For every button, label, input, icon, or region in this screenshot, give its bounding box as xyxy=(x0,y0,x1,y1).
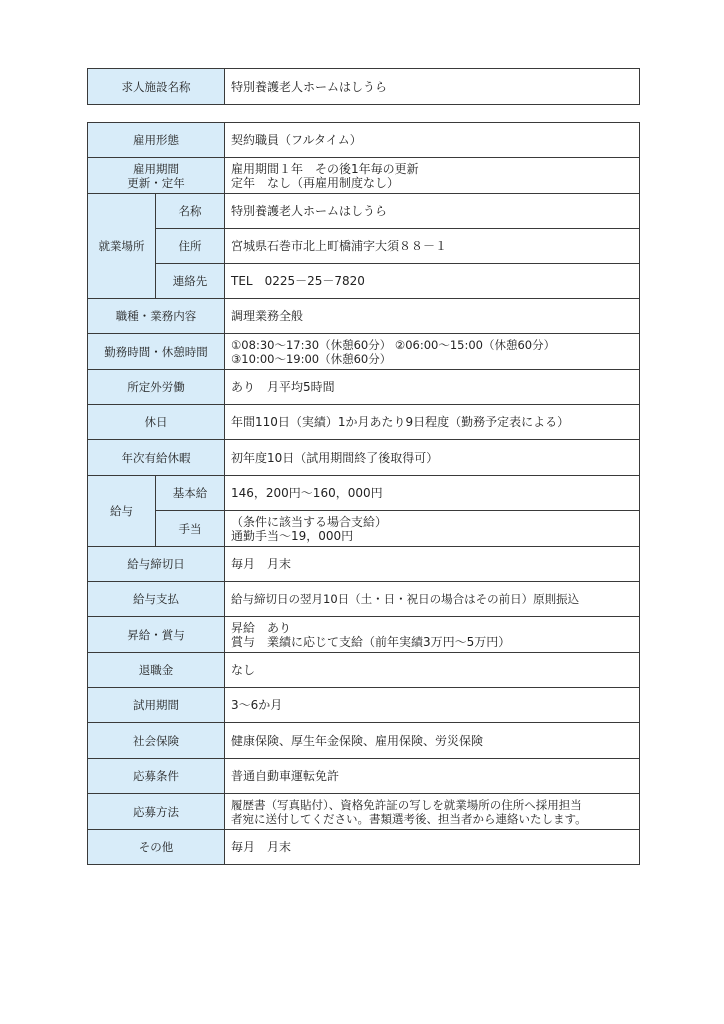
workplace-address-label: 住所 xyxy=(156,229,225,264)
table-row xyxy=(88,476,640,511)
period-label-line1: 雇用期間 xyxy=(133,161,179,176)
table-row xyxy=(88,299,640,334)
raise-value-line2: 賞与 業績に応じて支給（前年実績3万円～5万円） xyxy=(231,634,511,649)
salary-base-value: 146，200円～160，000円 xyxy=(225,476,640,511)
workplace-name-value: 特別養護老人ホームはしうら xyxy=(225,194,640,229)
raise-value-line1: 昇給 あり xyxy=(231,620,292,635)
workplace-contact-label: 連絡先 xyxy=(156,264,225,299)
salary-allowance-value xyxy=(225,511,640,547)
facility-row xyxy=(88,69,640,105)
paid-leave-label: 年次有給休暇 xyxy=(88,440,225,476)
table-row xyxy=(88,653,640,688)
employment-type-value: 契約職員（フルタイム） xyxy=(225,123,640,158)
apply-method-line1: 履歴書（写真貼付）、資格免許証の写しを就業場所の住所へ採用担当 xyxy=(231,797,582,812)
hours-value-line2: ③10:00～19:00（休憩60分） xyxy=(231,351,392,366)
table-row xyxy=(88,405,640,440)
workplace-address-value: 宮城県石巻市北上町橋浦字大須８８－１ xyxy=(225,229,640,264)
holidays-label: 休日 xyxy=(88,405,225,440)
facility-label: 求人施設名称 xyxy=(88,69,225,105)
period-value-line1: 雇用期間１年 その後1年毎の更新 xyxy=(231,161,419,176)
holidays-value: 年間110日（実績）1か月あたり9日程度（勤務予定表による） xyxy=(225,405,640,440)
table-row xyxy=(88,688,640,723)
workplace-name-label: 名称 xyxy=(156,194,225,229)
job-value: 調理業務全般 xyxy=(225,299,640,334)
salary-base-label: 基本給 xyxy=(156,476,225,511)
job-details-table xyxy=(87,122,640,865)
other-label: その他 xyxy=(88,830,225,865)
apply-method-label: 応募方法 xyxy=(88,794,225,830)
period-value xyxy=(225,158,640,194)
salary-allowance-line2: 通勤手当～19，000円 xyxy=(231,528,354,543)
cutoff-label: 給与締切日 xyxy=(88,547,225,582)
period-label xyxy=(88,158,225,194)
hours-label: 勤務時間・休憩時間 xyxy=(88,334,225,370)
trial-label: 試用期間 xyxy=(88,688,225,723)
employment-type-label: 雇用形態 xyxy=(88,123,225,158)
workplace-label: 就業場所 xyxy=(88,194,156,299)
table-row xyxy=(88,194,640,229)
table-row xyxy=(88,723,640,759)
paid-leave-value: 初年度10日（試用期間終了後取得可） xyxy=(225,440,640,476)
salary-allowance-label: 手当 xyxy=(156,511,225,547)
table-row xyxy=(88,511,640,547)
table-row xyxy=(88,264,640,299)
table-row xyxy=(88,158,640,194)
hours-value-line1: ①08:30～17:30（休憩60分） ②06:00～15:00（休憩60分） xyxy=(231,337,556,352)
salary-label: 給与 xyxy=(88,476,156,547)
salary-allowance-line1: （条件に該当する場合支給） xyxy=(231,514,388,529)
raise-label: 昇給・賞与 xyxy=(88,617,225,653)
requirements-value: 普通自動車運転免許 xyxy=(225,759,640,794)
table-row xyxy=(88,582,640,617)
trial-value: 3～6か月 xyxy=(225,688,640,723)
overtime-label: 所定外労働 xyxy=(88,370,225,405)
table-row xyxy=(88,830,640,865)
hours-value xyxy=(225,334,640,370)
facility-value: 特別養護老人ホームはしうら xyxy=(225,69,640,105)
apply-method-value xyxy=(225,794,640,830)
requirements-label: 応募条件 xyxy=(88,759,225,794)
table-row xyxy=(88,334,640,370)
other-value: 毎月 月末 xyxy=(225,830,640,865)
facility-table xyxy=(87,68,640,105)
retirement-pay-value: なし xyxy=(225,653,640,688)
table-row xyxy=(88,617,640,653)
apply-method-line2: 者宛に送付してください。書類選考後、担当者から連絡いたします。 xyxy=(231,811,587,826)
table-row xyxy=(88,547,640,582)
overtime-value: あり 月平均5時間 xyxy=(225,370,640,405)
period-label-line2: 更新・定年 xyxy=(127,175,185,190)
job-label: 職種・業務内容 xyxy=(88,299,225,334)
raise-value xyxy=(225,617,640,653)
period-value-line2: 定年 なし（再雇用制度なし） xyxy=(231,175,400,190)
table-row xyxy=(88,229,640,264)
table-row xyxy=(88,370,640,405)
table-row xyxy=(88,794,640,830)
insurance-value: 健康保険、厚生年金保険、雇用保険、労災保険 xyxy=(225,723,640,759)
table-row xyxy=(88,440,640,476)
payment-value: 給与締切日の翌月10日（土・日・祝日の場合はその前日）原則振込 xyxy=(225,582,640,617)
insurance-label: 社会保険 xyxy=(88,723,225,759)
workplace-contact-value: TEL 0225－25－7820 xyxy=(225,264,640,299)
table-row xyxy=(88,123,640,158)
retirement-pay-label: 退職金 xyxy=(88,653,225,688)
payment-label: 給与支払 xyxy=(88,582,225,617)
table-row xyxy=(88,759,640,794)
cutoff-value: 毎月 月末 xyxy=(225,547,640,582)
